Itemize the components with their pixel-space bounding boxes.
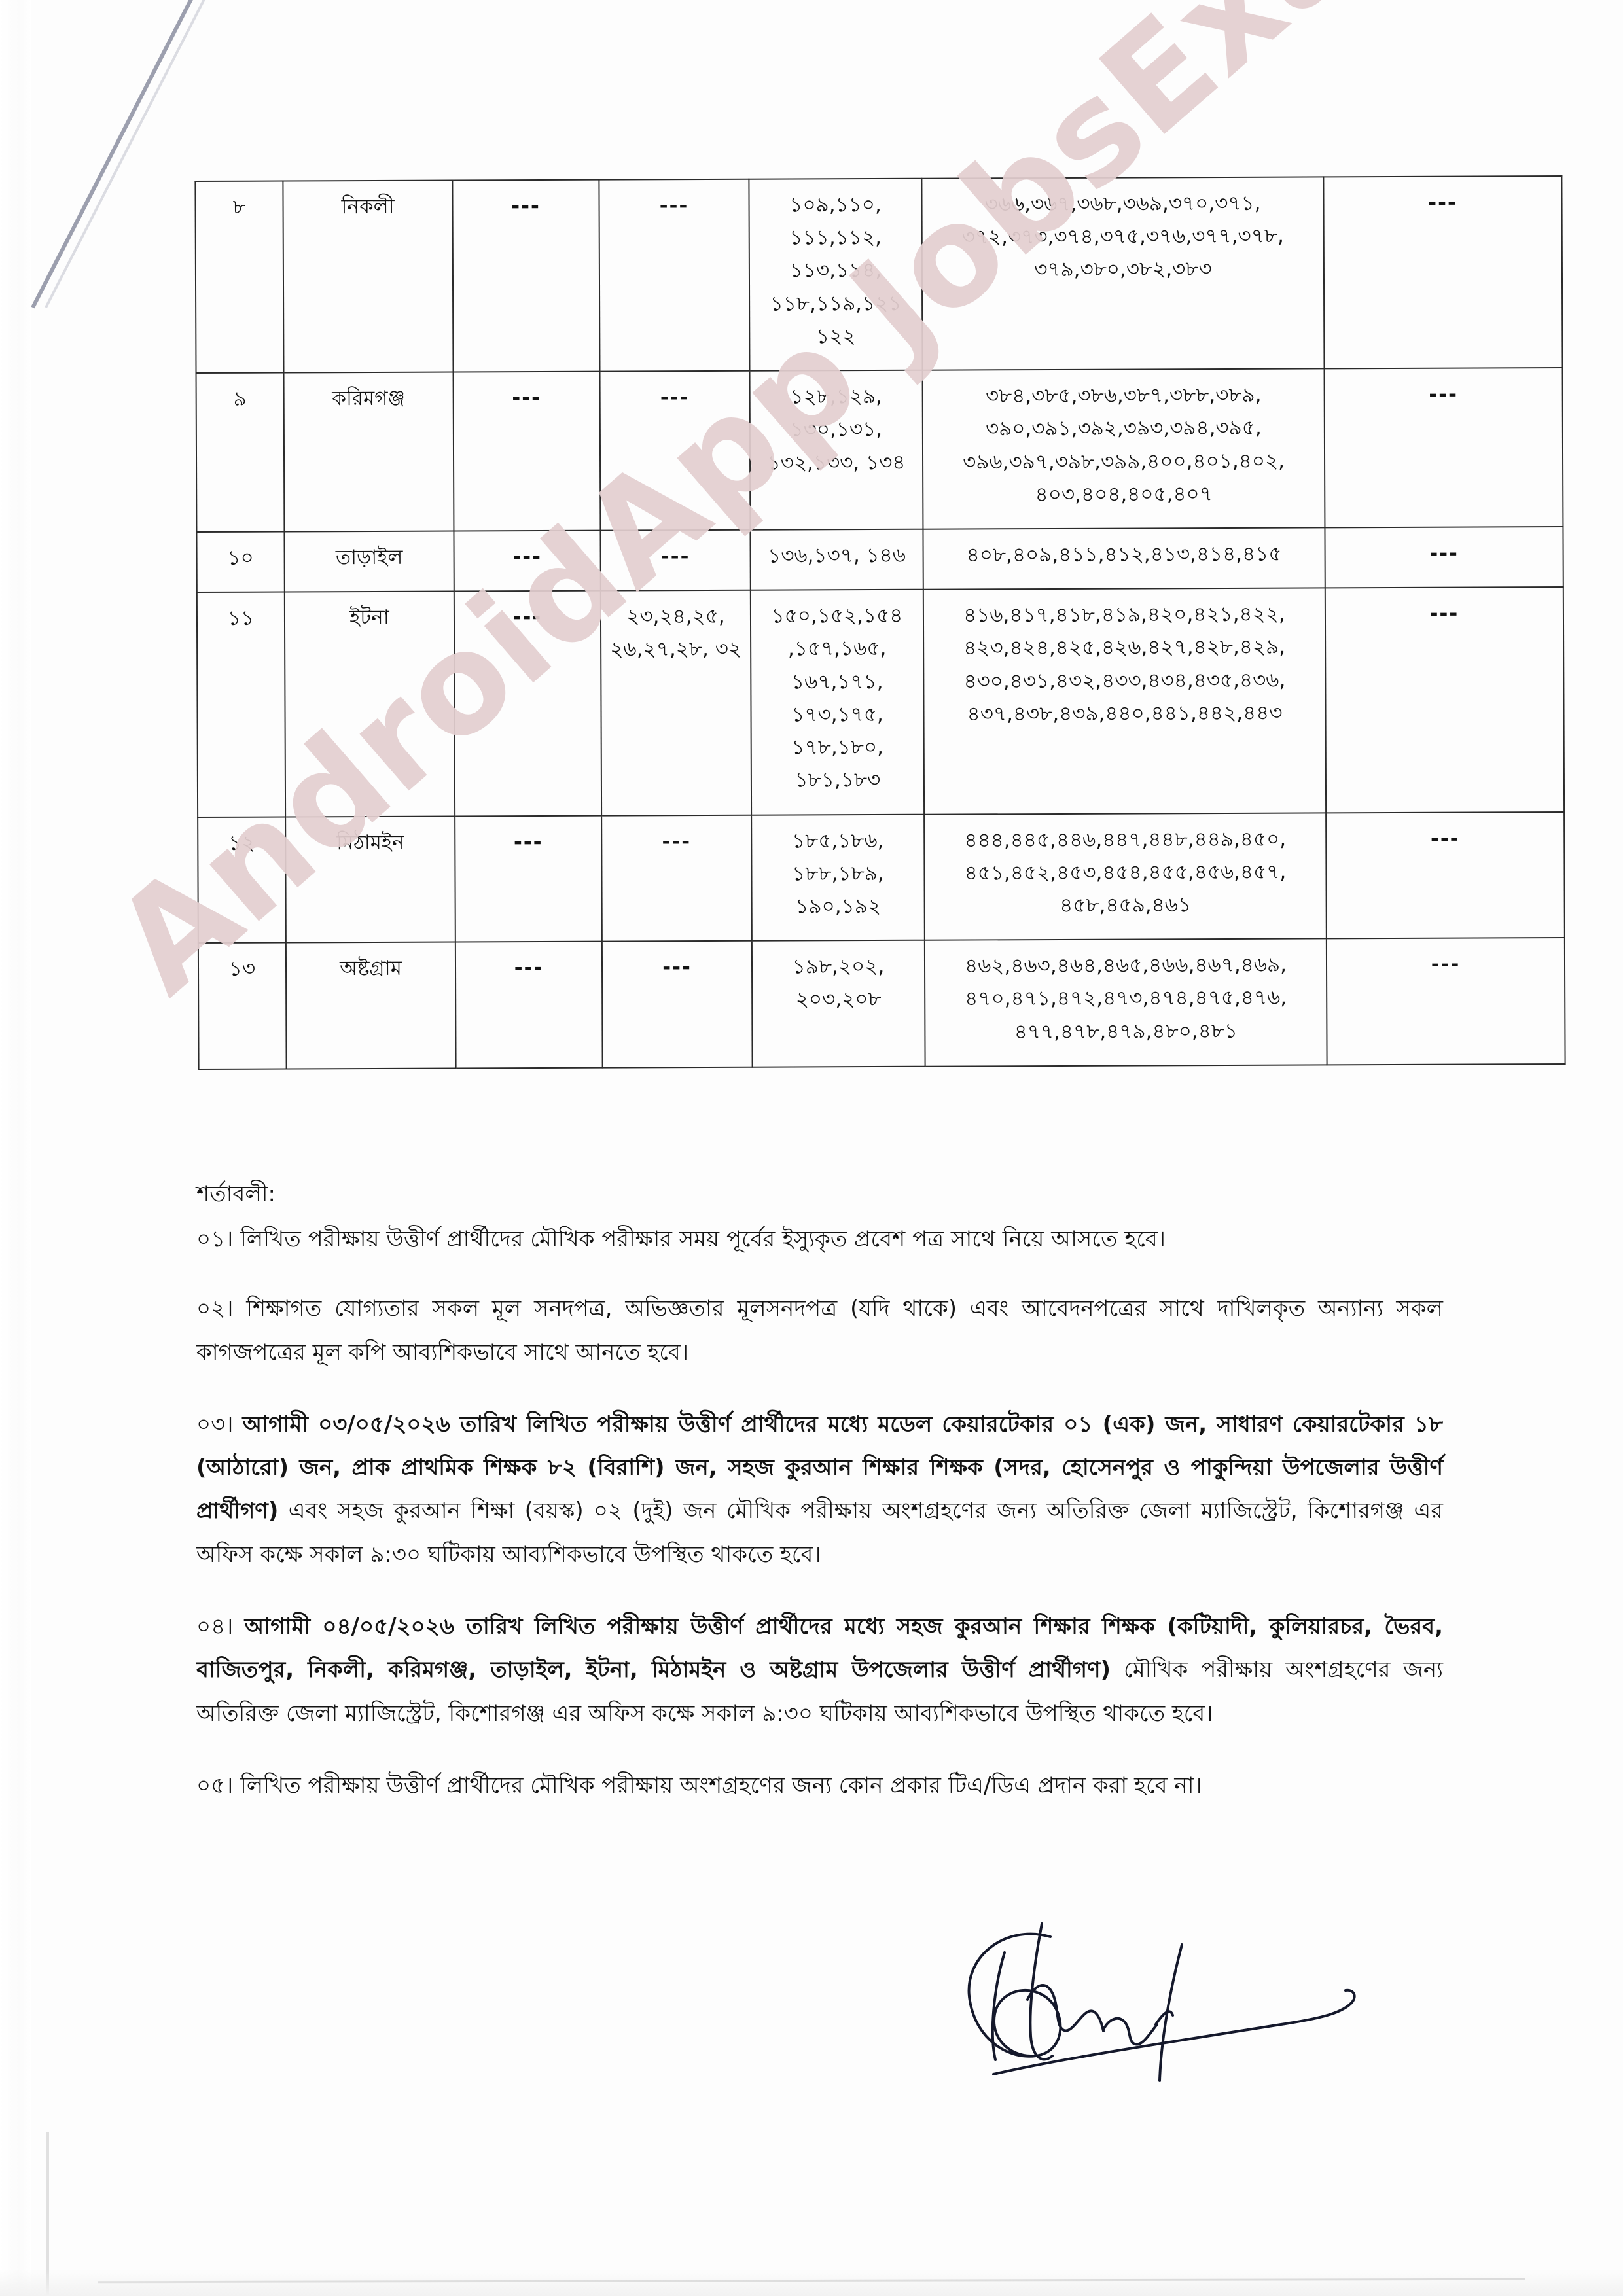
scan-bottom-shadow <box>0 2270 1623 2296</box>
cell-serial: ১৩ <box>198 943 287 1069</box>
condition-item-04 <box>196 1605 1443 1735</box>
cell-column-c: ১২৮,১২৯, ১৩০,১৩১, ১৩২,১৩৩, ১৩৪ <box>750 370 923 530</box>
cell-column-c: ১৯৮,২০২, ২০৩,২০৮ <box>752 940 925 1067</box>
cell-column-d: ৩৮৪,৩৮৫,৩৮৬,৩৮৭,৩৮৮,৩৮৯, ৩৯০,৩৯১,৩৯২,৩৯৩,৩৯৪,৩৯৫, ৩৯৬,৩৯৭,৩৯৮,৩৯৯,৪০০,৪০১,৪০২, ৪০৩,৪০৪,৪০৫,৪০৭ <box>923 368 1325 529</box>
cell-column-b: --- <box>599 179 749 372</box>
table-row <box>195 176 1562 373</box>
condition-04-number: ০৪। <box>196 1614 245 1640</box>
cell-serial: ৯ <box>196 373 285 532</box>
condition-item-02: ০২। শিক্ষাগত যোগ্যতার সকল মূল সনদপত্র, অভিজ্ঞতার মূলসনদপত্র (যদি থাকে) এবং আবেদনপত্রের সাথে দাখিলকৃত অন্যান্য সকল কাগজপত্রের মূল কপি আব্যশিকভাবে সাথে আনতে হবে। <box>196 1296 1443 1366</box>
cell-column-c: ১৩৬,১৩৭, ১৪৬ <box>750 529 923 590</box>
cell-serial: ১১ <box>197 592 285 817</box>
table-row <box>196 368 1563 532</box>
scan-edge-shadow <box>0 0 31 2296</box>
cell-upazila-name: তাড়াইল <box>284 531 454 592</box>
cell-column-a: --- <box>455 942 603 1069</box>
table-row <box>198 811 1565 943</box>
cell-column-e: --- <box>1323 176 1562 368</box>
cell-serial: ১০ <box>196 531 284 592</box>
cell-column-e: --- <box>1325 527 1563 588</box>
condition-04-emphasis: আগামী ০৪/০৫/২০২৬ তারিখ লিখিত পরীক্ষায় উত্তীর্ণ প্রার্থীদের মধ্যে সহজ কুরআন শিক্ষার শিক্ষক (কটিয়াদী, কুলিয়ারচর, ভৈরব, বাজিতপুর, নিকলী, করিমগঞ্জ, তাড়াইল, ইটনা, মিঠামইন ও অষ্টগ্রাম উপজেলার উত্তীর্ণ প্রার্থীগণ) <box>196 1614 1443 1684</box>
cell-column-a: --- <box>454 591 601 816</box>
cell-column-a: --- <box>455 815 602 942</box>
condition-item-01: ০১। লিখিত পরীক্ষায় উত্তীর্ণ প্রার্থীদের মৌখিক পরীক্ষার সময় পূর্বের ইস্যুকৃত প্রবেশ পত্র সাথে নিয়ে আসতে হবে। <box>196 1226 1166 1252</box>
cell-upazila-name: মিঠামইন <box>285 816 455 943</box>
cell-column-d: ৪৬২,৪৬৩,৪৬৪,৪৬৫,৪৬৬,৪৬৭,৪৬৯, ৪৭০,৪৭১,৪৭২,৪৭৩,৪৭৪,৪৭৫,৪৭৬, ৪৭৭,৪৭৮,৪৭৯,৪৮০,৪৮১ <box>925 939 1327 1067</box>
cell-column-c: ১৮৫,১৮৬, ১৮৮,১৮৯, ১৯০,১৯২ <box>751 814 925 941</box>
cell-column-a: --- <box>454 531 600 592</box>
signature-image <box>870 1884 1407 2120</box>
table-row <box>196 527 1563 592</box>
condition-03-number: ০৩। <box>196 1411 243 1438</box>
cell-column-b: --- <box>600 371 751 531</box>
cell-column-d: ৩৬৬,৩৬৭,৩৬৮,৩৬৯,৩৭০,৩৭১, ৩৭২,৩৭৩,৩৭৪,৩৭৫,৩৭৬,৩৭৭,৩৭৮, ৩৭৯,৩৮০,৩৮২,৩৮৩ <box>921 177 1324 370</box>
cell-upazila-name: নিকলী <box>283 181 453 373</box>
condition-03-rest: এবং সহজ কুরআন শিক্ষা (বয়স্ক) ০২ (দুই) জন মৌখিক পরীক্ষায় অংশগ্রহণের জন্য অতিরিক্ত জেলা ম্যাজিস্ট্রেট, কিশোরগঞ্জ এর অফিস কক্ষে সকাল ৯:৩০ ঘটিকায় আব্যশিকভাবে উপস্থিত থাকতে হবে। <box>196 1498 1443 1568</box>
condition-item-05: ০৫। লিখিত পরীক্ষায় উত্তীর্ণ প্রার্থীদের মৌখিক পরীক্ষায় অংশগ্রহণের জন্য কোন প্রকার টিএ/ডিএ প্রদান করা হবে না। <box>196 1772 1202 1799</box>
cell-upazila-name: ইটনা <box>285 592 455 817</box>
cell-column-c: ১০৯,১১০, ১১১,১১২, ১১৩,১১৪, ১১৮,১১৯,১২১ ১২২ <box>749 179 922 371</box>
conditions-title: শর্তাবলী: <box>196 1181 276 1207</box>
cell-column-d: ৪১৬,৪১৭,৪১৮,৪১৯,৪২০,৪২১,৪২২, ৪২৩,৪২৪,৪২৫,৪২৬,৪২৭,৪২৮,৪২৯, ৪৩০,৪৩১,৪৩২,৪৩৩,৪৩৪,৪৩৫,৪৩৬, ৪৩৭,৪৩৮,৪৩৯,৪৪০,৪৪১,৪৪২,৪৪৩ <box>923 588 1326 815</box>
cell-column-e: --- <box>1325 368 1563 527</box>
cell-column-a: --- <box>454 372 601 531</box>
cell-column-e: --- <box>1326 811 1565 938</box>
candidates-table <box>194 175 1565 1070</box>
cell-column-b: --- <box>601 815 752 942</box>
cell-column-d: ৪৪৪,৪৪৫,৪৪৬,৪৪৭,৪৪৮,৪৪৯,৪৫০, ৪৫১,৪৫২,৪৫৩,৪৫৪,৪৫৫,৪৫৬,৪৫৭, ৪৫৮,৪৫৯,৪৬১ <box>924 813 1327 940</box>
cell-column-b: --- <box>600 530 750 591</box>
cell-column-d: ৪০৮,৪০৯,৪১১,৪১২,৪১৩,৪১৪,৪১৫ <box>923 527 1325 590</box>
cell-column-b: --- <box>602 941 753 1068</box>
table-row <box>198 938 1565 1069</box>
cell-column-b: ২৩,২৪,২৫, ২৬,২৭,২৮, ৩২ <box>601 590 751 815</box>
conditions-section <box>196 1178 1443 1836</box>
condition-item-03 <box>196 1403 1443 1576</box>
condition-04-rest: মৌখিক পরীক্ষায় অংশগ্রহণের জন্য অতিরিক্ত জেলা ম্যাজিস্ট্রেট, কিশোরগঞ্জ এর অফিস কক্ষে সকাল ৯:৩০ ঘটিকায় আব্যশিকভাবে উপস্থিত থাকতে হবে। <box>196 1657 1444 1727</box>
table-row <box>197 587 1564 817</box>
cell-column-a: --- <box>452 180 599 372</box>
cell-column-c: ১৫০,১৫২,১৫৪ ,১৫৭,১৬৫, ১৬৭,১৭১, ১৭৩,১৭৫, ১৭৮,১৮০, ১৮১,১৮৩ <box>751 590 924 815</box>
cell-upazila-name: করিমগঞ্জ <box>284 372 454 532</box>
cell-upazila-name: অষ্টগ্রাম <box>286 942 456 1069</box>
condition-03-emphasis: আগামী ০৩/০৫/২০২৬ তারিখ লিখিত পরীক্ষায় উত্তীর্ণ প্রার্থীদের মধ্যে মডেল কেয়ারটেকার ০১ (এক) জন, সাধারণ কেয়ারটেকার ১৮ (আঠারো) জন, প্রাক প্রাথমিক শিক্ষক ৮২ (বিরাশি) জন, সহজ কুরআন শিক্ষার শিক্ষক (সদর, হোসেনপুর ও পাকুন্দিয়া উপজেলার উত্তীর্ণ প্রার্থীগণ) <box>196 1411 1443 1525</box>
cell-serial: ৮ <box>195 181 283 373</box>
cell-column-e: --- <box>1325 587 1564 813</box>
cell-column-e: --- <box>1327 938 1565 1065</box>
cell-serial: ১২ <box>198 817 286 943</box>
candidates-table-container <box>196 178 1499 1067</box>
table-body <box>195 176 1565 1069</box>
